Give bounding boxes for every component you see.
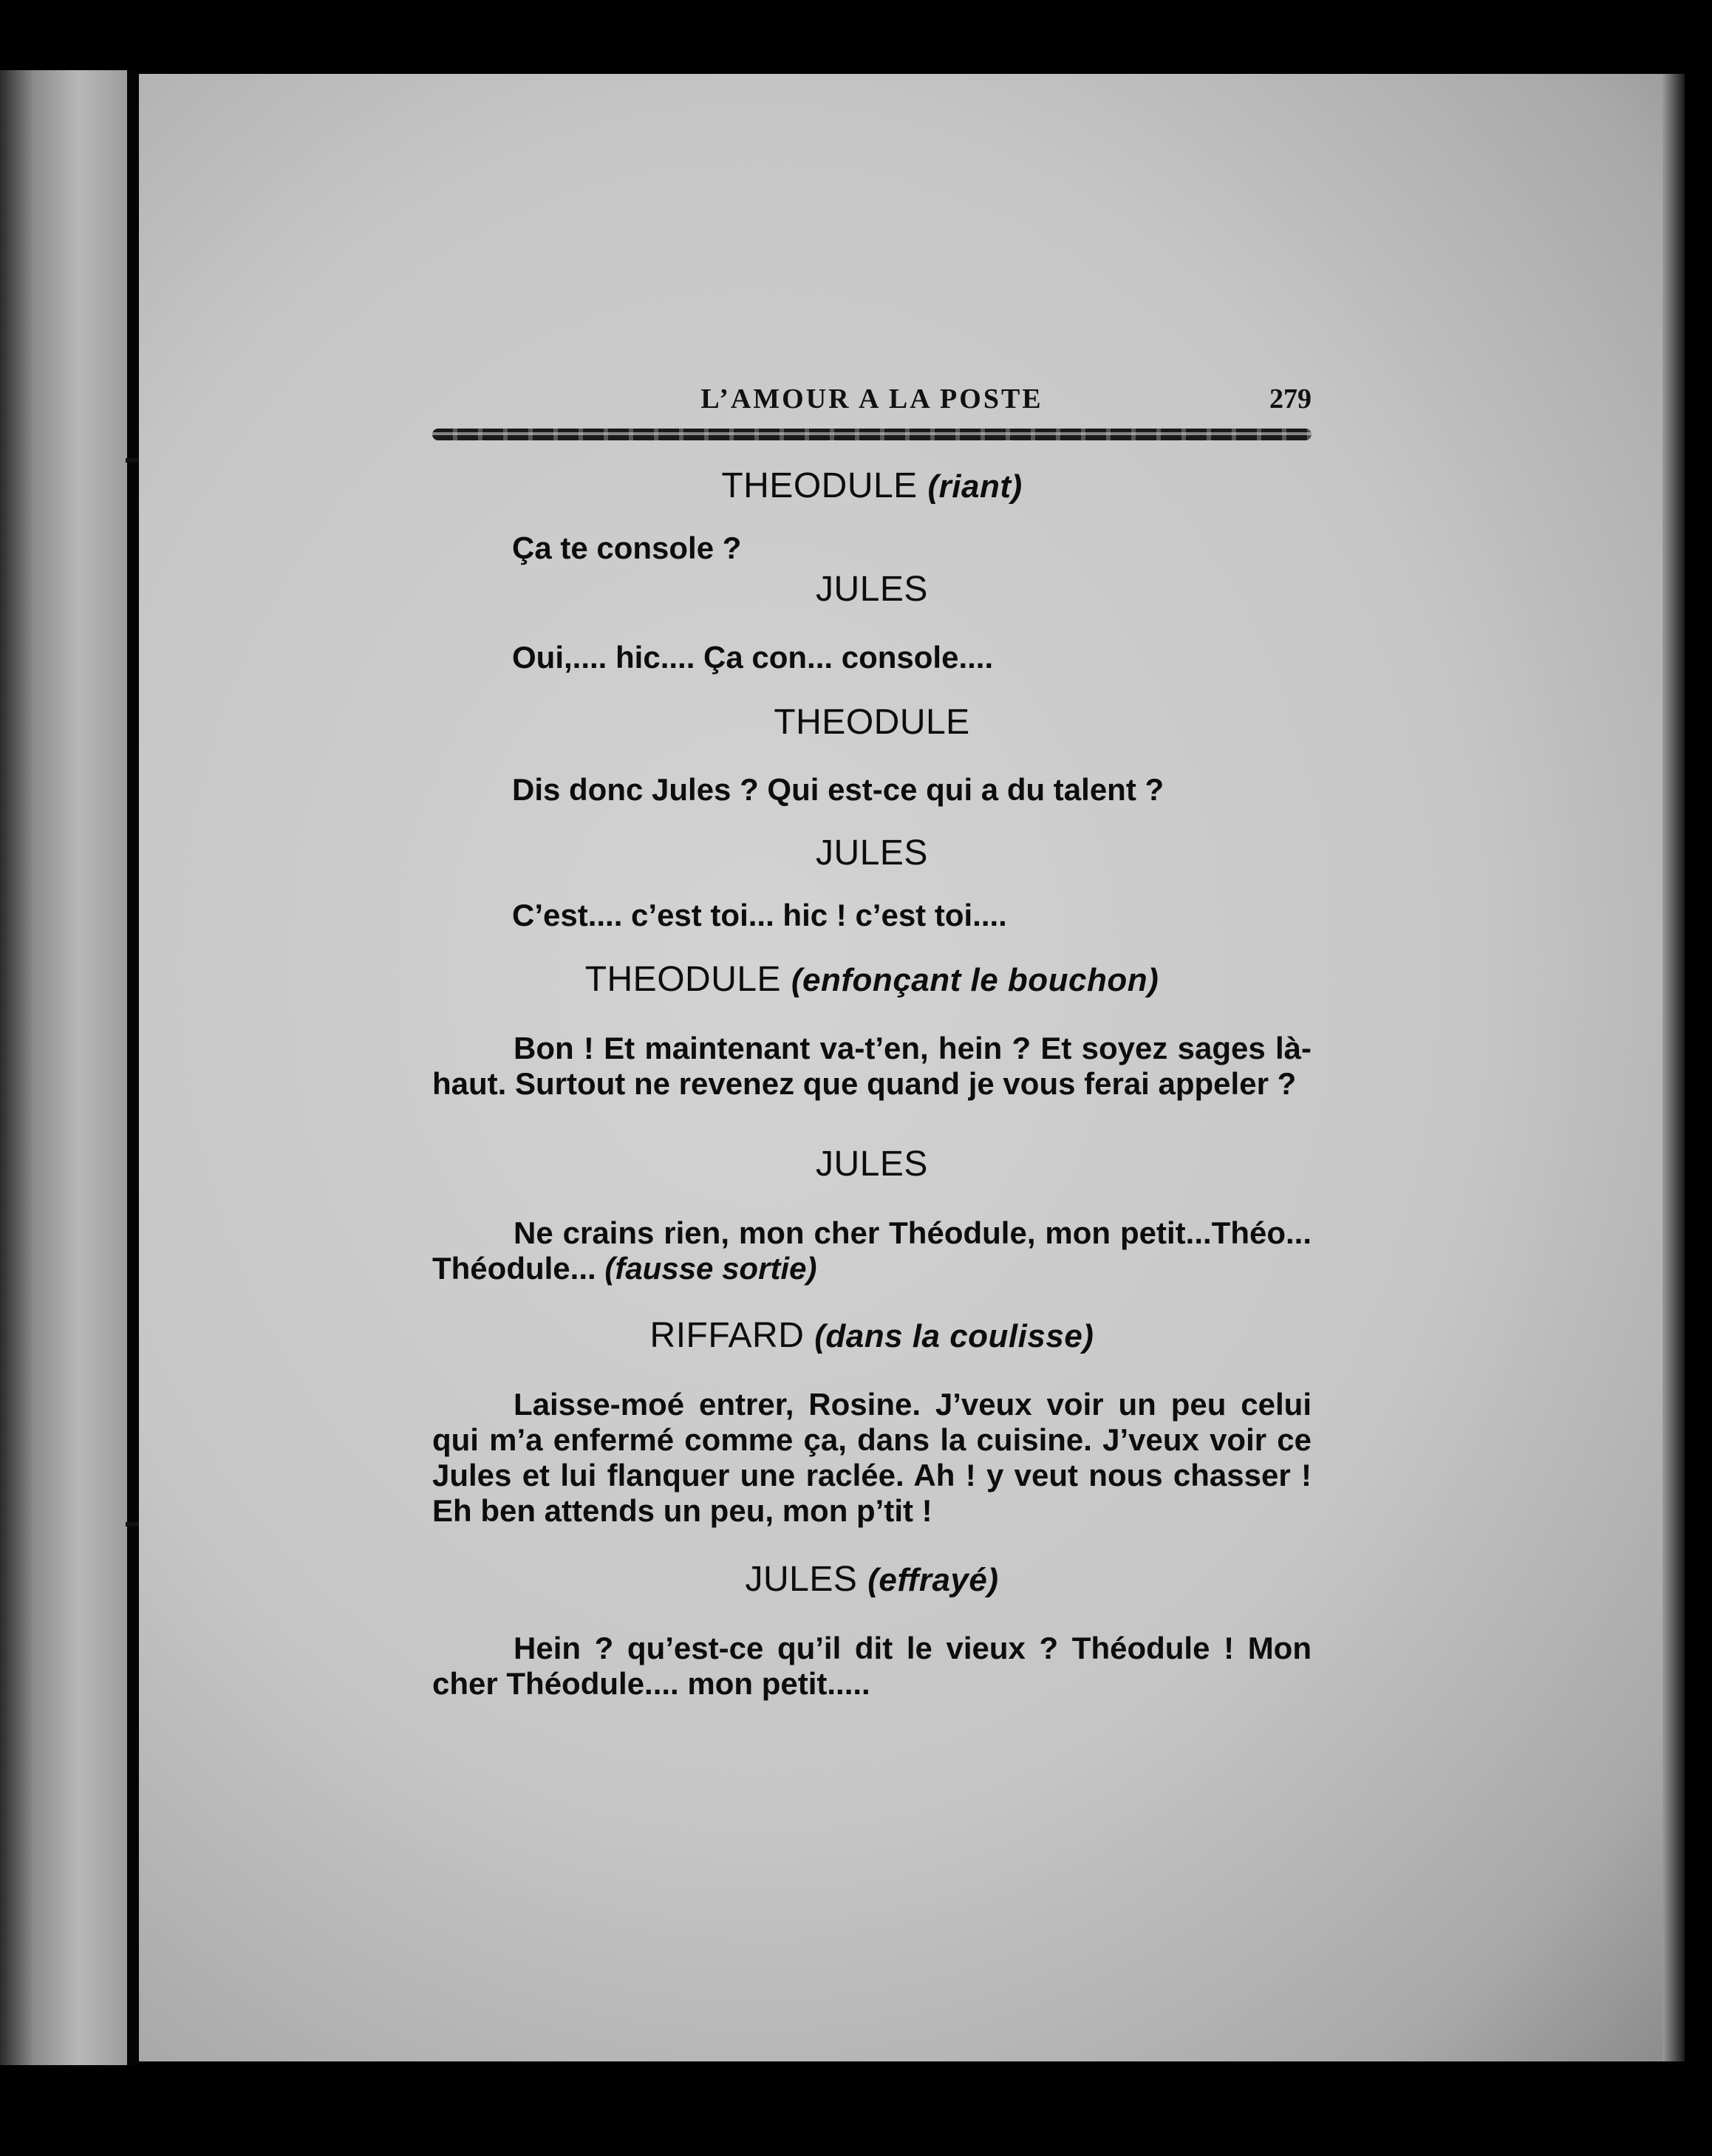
dialogue-paragraph: Hein ? qu’est-ce qu’il dit le vieux ? Théodule ! Mon cher Théodule.... mon petit..... [432, 1631, 1312, 1701]
speaker-name: THEODULE [721, 466, 918, 505]
dialogue-paragraph: Laisse-moé entrer, Rosine. J’veux voir un peu celui qui m’a enfermé comme ça, dans la cuisine. J’veux voir ce Jules et lui flanquer une raclée. Ah ! y veut nous chasser ! Eh ben attends un peu, mon p’tit ! [432, 1387, 1312, 1528]
speaker-heading [432, 702, 1312, 743]
stage-direction: (enfonçant le bouchon) [791, 962, 1159, 998]
speaker-name: JULES [816, 1144, 928, 1184]
speaker-name: JULES [816, 570, 928, 609]
dialogue-text: Ne crains rien, mon cher Théodule, mon petit...Théo... Théodule... [432, 1215, 1312, 1286]
speaker-name: THEODULE [774, 703, 970, 742]
speaker-heading [432, 465, 1312, 506]
stage-direction: (effrayé) [867, 1562, 999, 1598]
speaker-heading [432, 1559, 1312, 1600]
stage-direction: (dans la coulisse) [814, 1318, 1094, 1354]
stage-direction: (riant) [927, 468, 1023, 505]
dialogue-line: Oui,.... hic.... Ça con... console.... [512, 640, 994, 675]
page-number: 279 [1269, 383, 1312, 415]
speaker-heading [432, 959, 1312, 1000]
speaker-heading [432, 1315, 1312, 1356]
speaker-name: RIFFARD [649, 1316, 805, 1355]
dialogue-line: C’est.... c’est toi... hic ! c’est toi.... [512, 898, 1007, 932]
stage-direction: (fausse sortie) [604, 1251, 817, 1286]
dialogue-paragraph [432, 1215, 1312, 1286]
dialogue-paragraph: Bon ! Et maintenant va-t’en, hein ? Et soyez sages là-haut. Surtout ne revenez que quand je vous ferai appeler ? [432, 1031, 1312, 1101]
header-rule [432, 429, 1312, 440]
running-head-title: L’AMOUR A LA POSTE [700, 383, 1043, 415]
speaker-name: JULES [745, 1560, 858, 1599]
speaker-name: JULES [816, 833, 928, 873]
book-gutter [127, 70, 139, 2065]
dialogue-line: Dis donc Jules ? Qui est-ce qui a du talent ? [512, 772, 1164, 807]
speaker-heading [432, 1144, 1312, 1184]
running-head [432, 383, 1312, 427]
page-right-edge [1662, 74, 1685, 2061]
speaker-heading [432, 569, 1312, 610]
speaker-name: THEODULE [584, 960, 782, 999]
speaker-heading [432, 833, 1312, 873]
facing-page-edge [0, 70, 132, 2065]
dialogue-line: Ça te console ? [512, 531, 742, 565]
